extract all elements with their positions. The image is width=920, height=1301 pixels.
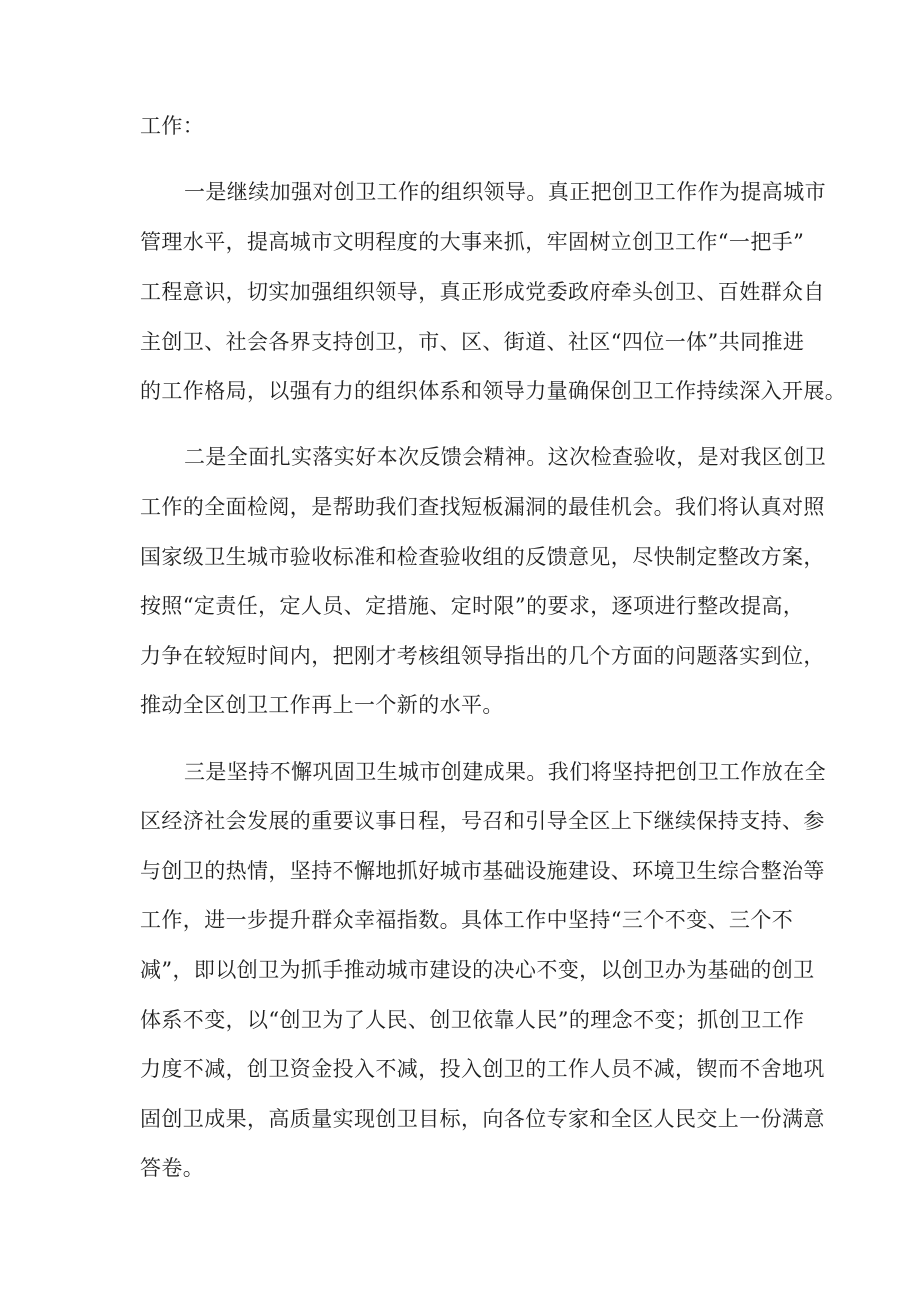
paragraph-2-line: 国家级卫生城市验收标准和检查验收组的反馈意见，尽快制定整改方案，: [140, 545, 825, 569]
paragraph-3-line: 工作，进一步提升群众幸福指数。具体工作中坚持“三个不变、三个不: [140, 908, 794, 932]
paragraph-2-line: 力争在较短时间内，把刚才考核组领导指出的几个方面的问题落实到位，: [140, 644, 825, 668]
paragraph-3-line: 固创卫成果，高质量实现创卫目标，向各位专家和全区人民交上一份满意: [140, 1107, 825, 1131]
paragraph-3-line: 区经济社会发展的重要议事日程，号召和引导全区上下继续保持支持、参: [140, 809, 825, 833]
paragraph-3-line: 减”，即以创卫为抓手推动城市建设的决心不变，以创卫办为基础的创卫: [140, 958, 815, 982]
paragraph-3-line: 答卷。: [140, 1156, 205, 1180]
paragraph-3-line: 体系不变，以“创卫为了人民、创卫依靠人民”的理念不变；抓创卫工作: [140, 1008, 805, 1032]
text-line: 工作：: [140, 114, 205, 138]
paragraph-1-line: 一是继续加强对创卫工作的组织领导。真正把创卫工作作为提高城市: [184, 180, 826, 204]
paragraph-2-line: 工作的全面检阅，是帮助我们查找短板漏洞的最佳机会。我们将认真对照: [140, 495, 825, 519]
paragraph-1-line: 的工作格局，以强有力的组织体系和领导力量确保创卫工作持续深入开展。: [140, 379, 847, 403]
paragraph-3-line: 力度不减，创卫资金投入不减，投入创卫的工作人员不减，锲而不舍地巩: [140, 1057, 825, 1081]
paragraph-2-line: 按照“定责任，定人员、定措施、定时限”的要求，逐项进行整改提高，: [140, 594, 805, 618]
paragraph-1-line: 管理水平，提高城市文明程度的大事来抓，牢固树立创卫工作“一把手”: [140, 230, 805, 254]
paragraph-1-line: 工程意识，切实加强组织领导，真正形成党委政府牵头创卫、百姓群众自: [140, 280, 825, 304]
paragraph-2-line: 二是全面扎实落实好本次反馈会精神。这次检查验收，是对我区创卫: [184, 445, 826, 469]
paragraph-3-line: 与创卫的热情，坚持不懈地抓好城市基础设施建设、环境卫生综合整治等: [140, 859, 825, 883]
paragraph-3-line: 三是坚持不懈巩固卫生城市创建成果。我们将坚持把创卫工作放在全: [184, 760, 826, 784]
paragraph-2-line: 推动全区创卫工作再上一个新的水平。: [140, 693, 504, 717]
paragraph-1-line: 主创卫、社会各界支持创卫，市、区、街道、社区“四位一体”共同推进: [140, 330, 805, 354]
